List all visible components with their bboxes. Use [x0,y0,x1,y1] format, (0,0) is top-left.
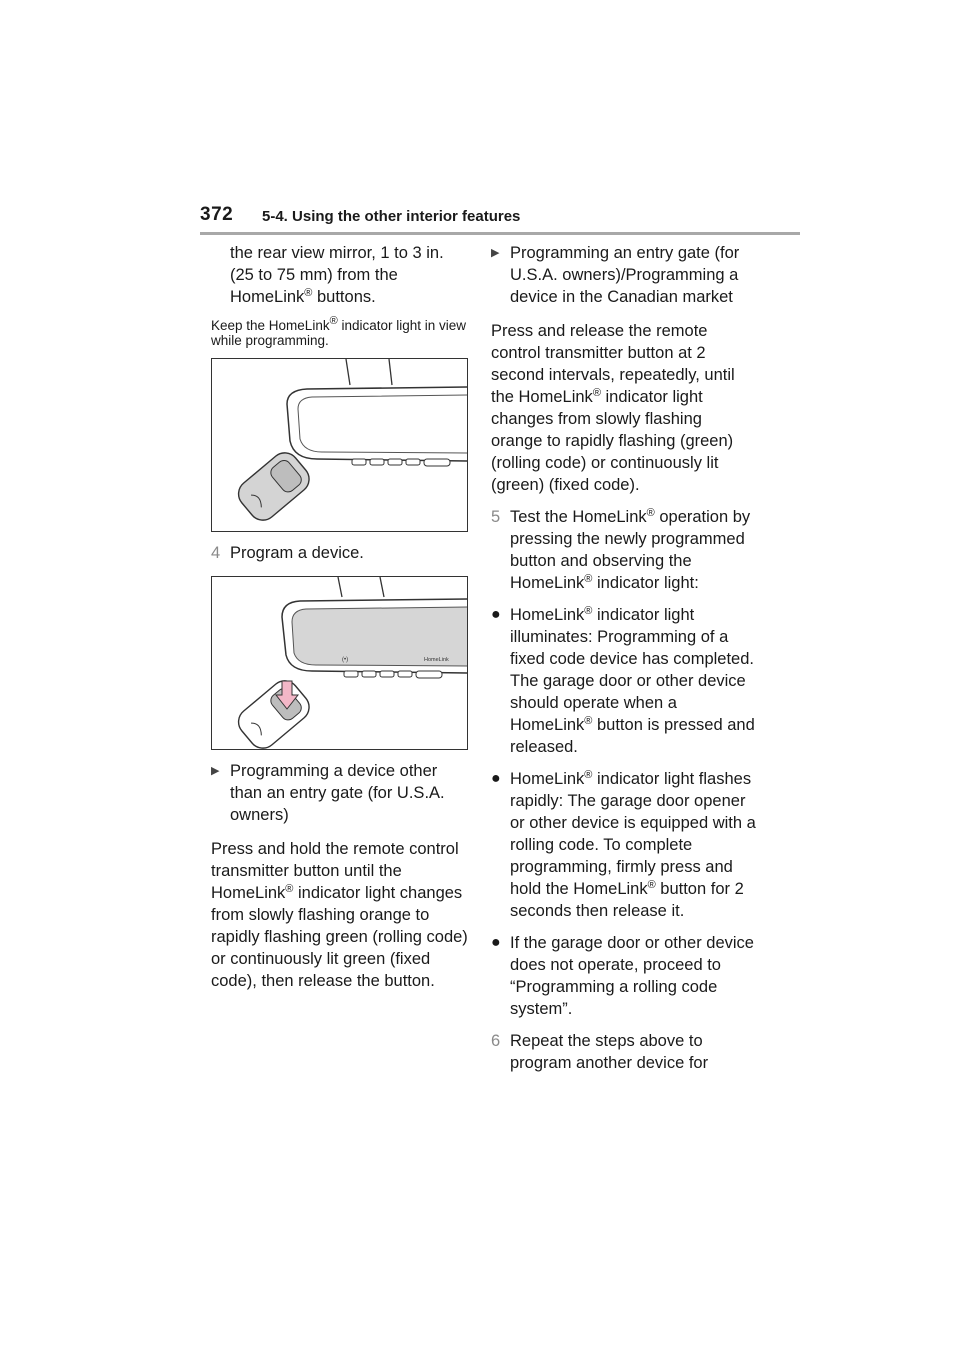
continued-line-1: the rear view mirror, 1 to 3 in. [230,244,444,262]
bullet-text: If the garage door or other device does not operate, proceed to “Programming a rolling code system”. [510,934,754,1018]
arrow-icon: ▶ [491,247,500,259]
figure-caption: Keep the HomeLink® indicator light in view while programming. [211,315,466,348]
arrow-item-text: Programming a device other than an entry gate (for U.S.A. owners) [230,762,445,824]
step-number: 5 [491,508,501,526]
paragraph-press-hold: Press and hold the remote control transmitter button until the HomeLink® indicator light changes from slowly flashing orange to rapidly flashing green (rolling code) or continuously lit green (fixed code), then release the button. [211,840,468,990]
step-number: 6 [491,1032,501,1050]
step-text: Test the HomeLink® operation by pressing the newly programmed button and observing the HomeLink® indicator light: [510,507,751,592]
step-text: Repeat the steps above to program another device for [510,1032,709,1072]
right-column [491,242,756,1074]
bullet-icon: ● [491,770,501,787]
arrow-icon: ▶ [211,765,220,777]
homelink-label: HomeLink [424,657,449,663]
header-rule [200,232,800,235]
step-number: 4 [211,544,221,562]
left-column [211,242,471,992]
arrow-item-non-gate [211,760,471,826]
step-6 [491,1030,756,1074]
page-number: 372 [200,204,234,225]
bullet-text: HomeLink® indicator light flashes rapidly: The garage door opener or other device is equipped with a rolling code. To complete programming, firmly press and hold the HomeLink® button for 2 seconds then release it. [510,769,756,920]
arrow-item-text: Programming an entry gate (for U.S.A. owners)/Programming a device in the Canadian market [510,244,740,306]
continued-line-2: (25 to 75 mm) from the [230,266,398,284]
bullet-flashes [491,768,756,922]
svg-text:(•): (•) [342,657,349,663]
arrow-item-entry-gate [491,242,756,308]
bullet-not-operate [491,932,756,1020]
bullet-illuminates [491,604,756,758]
figure-mirror-remote [211,358,468,532]
paragraph-press-release: Press and release the remote control transmitter button at 2 second intervals, repeatedly, until the HomeLink® indicator light changes from slowly flashing orange to rapidly flashing (green) (rolling code) or continuously lit (green) (fixed code). [491,322,735,494]
continued-line-3: HomeLink® buttons. [230,287,376,306]
section-title: 5-4. Using the other interior features [262,208,521,225]
step-5 [491,506,756,594]
bullet-icon: ● [491,606,501,623]
figure-program-device [211,576,468,750]
mirror-remote-illustration [212,359,467,531]
step-text: Program a device. [230,544,364,562]
bullet-text: HomeLink® indicator light illuminates: Programming of a fixed code device has completed. The garage door or other device should operate when a HomeLink® button is pressed and released. [510,605,755,756]
step-4 [211,542,471,564]
bullet-icon: ● [491,934,501,951]
program-device-illustration [212,577,467,749]
continued-text [211,242,471,308]
